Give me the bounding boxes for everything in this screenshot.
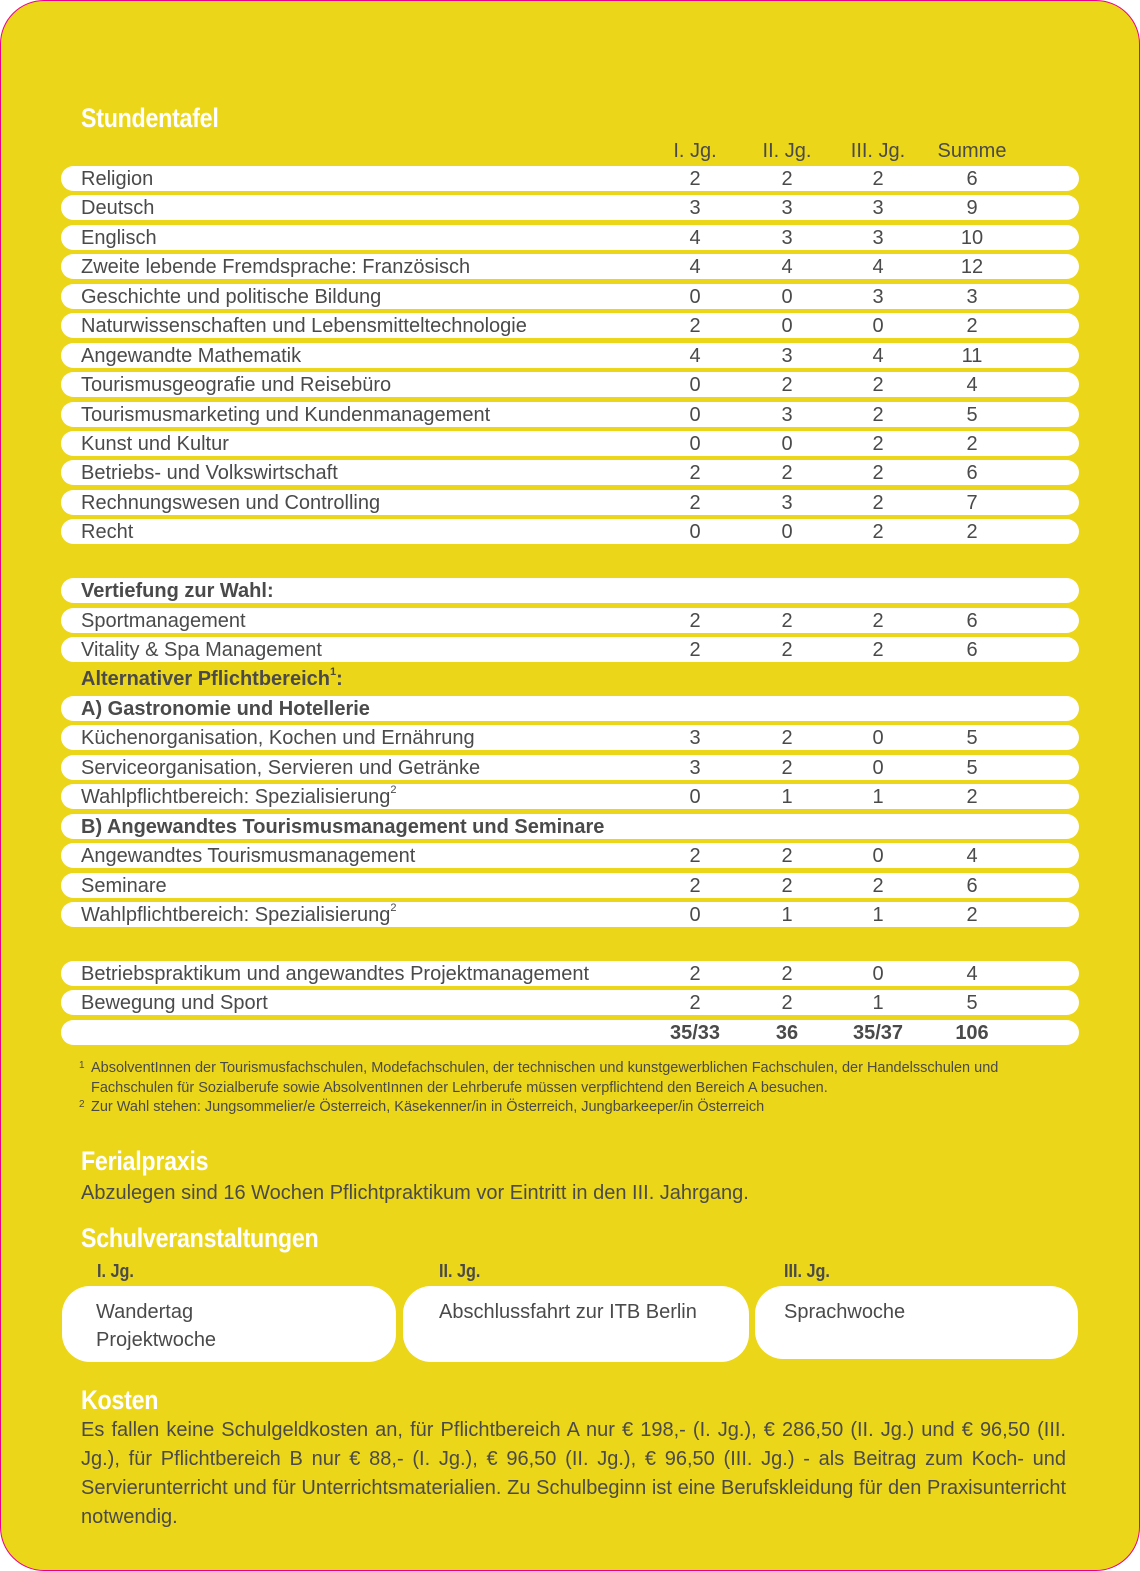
sv-year-1: I. Jg. xyxy=(97,1261,134,1281)
hours-cell: 4 xyxy=(689,344,701,367)
table-row xyxy=(61,166,1079,191)
sum-cell: 5 xyxy=(966,727,978,750)
subject-label xyxy=(81,698,370,721)
table-row xyxy=(61,372,1079,397)
hours-cell: 2 xyxy=(689,491,701,514)
subject-text: Seminare xyxy=(81,874,167,897)
subject-text: Sportmanagement xyxy=(81,609,246,632)
table-spacer xyxy=(61,931,1079,960)
schulveranstaltungen-heading: Schulveranstaltungen xyxy=(81,1223,319,1253)
hours-cell: 3 xyxy=(689,727,701,750)
hours-cell: 0 xyxy=(872,315,884,338)
hours-cell: 2 xyxy=(872,639,884,661)
table-row xyxy=(61,225,1079,250)
sum-cell: 5 xyxy=(966,756,978,779)
subject-label xyxy=(81,757,480,780)
table-row xyxy=(61,696,1079,721)
subject-label xyxy=(81,786,397,809)
hours-cell: 0 xyxy=(689,403,701,426)
sv-year-2: II. Jg. xyxy=(439,1261,481,1281)
table-row xyxy=(61,460,1079,485)
ferialpraxis-text: Abzulegen sind 16 Wochen Pflichtpraktikum vor Eintritt in den III. Jahrgang. xyxy=(81,1182,749,1204)
hours-cell: 2 xyxy=(689,462,701,485)
stundentafel-table xyxy=(61,166,1079,1049)
subject-text: Geschichte und politische Bildung xyxy=(81,285,382,308)
subject-label xyxy=(81,610,246,633)
subject-text: Tourismusgeografie und Reisebüro xyxy=(81,374,392,397)
subject-text: Angewandte Mathematik xyxy=(81,344,302,367)
table-row xyxy=(61,490,1079,515)
sum-cell: 3 xyxy=(966,285,978,308)
hours-cell: 2 xyxy=(689,845,701,868)
hours-cell: 0 xyxy=(689,903,701,926)
sum-cell: 4 xyxy=(966,845,978,868)
hours-cell: 3 xyxy=(689,197,701,220)
sum-cell: 2 xyxy=(966,432,978,455)
hours-cell: 3 xyxy=(781,344,793,367)
sum-cell: 4 xyxy=(966,374,978,397)
hours-cell: 2 xyxy=(781,374,793,397)
sum-cell: 2 xyxy=(966,903,978,926)
sv-item: Sprachwoche xyxy=(784,1301,906,1323)
hours-cell: 2 xyxy=(872,168,884,190)
hours-cell: 0 xyxy=(689,521,701,544)
sum-cell: 7 xyxy=(966,491,978,514)
subject-text: Religion xyxy=(81,168,154,190)
table-row xyxy=(61,784,1079,809)
sv-item: Wandertag xyxy=(96,1301,194,1323)
table-row xyxy=(61,725,1079,750)
subject-text: Englisch xyxy=(81,226,157,249)
hours-cell: 4 xyxy=(872,344,884,367)
subject-label xyxy=(81,992,268,1015)
sum-cell: 11 xyxy=(961,344,983,367)
hours-cell: 4 xyxy=(689,256,701,279)
table-row xyxy=(61,195,1079,220)
col-header-3: III. Jg. xyxy=(850,140,906,162)
table-row xyxy=(61,961,1079,986)
hours-cell: 0 xyxy=(689,786,701,809)
hours-cell: 4 xyxy=(689,226,701,249)
sv-item: Abschlussfahrt zur ITB Berlin xyxy=(439,1301,697,1323)
hours-cell: 2 xyxy=(872,462,884,485)
sum-cell: 9 xyxy=(966,197,978,220)
hours-cell: 1 xyxy=(872,786,884,809)
subject-text: Kunst und Kultur xyxy=(81,432,229,455)
table-row xyxy=(61,254,1079,279)
sum-cell: 6 xyxy=(966,639,978,661)
subject-text: B) Angewandtes Tourismusmanagement und Seminare xyxy=(81,815,605,838)
hours-cell: 2 xyxy=(872,609,884,632)
hours-cell: 2 xyxy=(781,845,793,868)
sum-cell: 2 xyxy=(966,315,978,338)
subject-text: Betriebspraktikum und angewandtes Projektmanagement xyxy=(81,962,590,985)
stundentafel-heading: Stundentafel xyxy=(81,103,219,133)
hours-cell: 0 xyxy=(781,521,793,544)
subject-text: Betriebs- und Volkswirtschaft xyxy=(81,462,338,485)
subject-label xyxy=(81,315,527,338)
hours-cell: 2 xyxy=(689,992,701,1015)
hours-cell: 0 xyxy=(781,432,793,455)
subject-text: Tourismusmarketing und Kundenmanagement xyxy=(81,403,491,426)
subject-label xyxy=(81,168,153,191)
subject-label xyxy=(81,404,490,427)
subject-label xyxy=(81,580,274,603)
hours-cell: 3 xyxy=(781,491,793,514)
subject-label xyxy=(81,668,343,691)
sum-cell: 12 xyxy=(960,256,984,279)
label-suffix: : xyxy=(336,668,343,691)
sv-box-3 xyxy=(755,1286,1078,1359)
hours-cell: 2 xyxy=(689,315,701,338)
footnote-2 xyxy=(79,1098,1079,1118)
col-header-2: II. Jg. xyxy=(762,140,812,162)
sv-box-1 xyxy=(62,1286,396,1362)
subject-text: Naturwissenschaften und Lebensmitteltechnologie xyxy=(81,315,527,338)
subject-label xyxy=(81,875,167,898)
hours-cell: 2 xyxy=(781,609,793,632)
subject-label xyxy=(81,901,397,927)
hours-cell: 2 xyxy=(689,874,701,897)
table-row xyxy=(61,637,1079,662)
hours-cell: 2 xyxy=(872,491,884,514)
ferialpraxis-heading: Ferialpraxis xyxy=(81,1146,209,1176)
hours-cell: 2 xyxy=(872,521,884,544)
table-row xyxy=(61,313,1079,338)
subject-label xyxy=(81,845,415,868)
hours-cell: 2 xyxy=(781,756,793,779)
hours-cell: 0 xyxy=(872,756,884,779)
sum-cell: 10 xyxy=(960,226,984,249)
col-header-summe: Summe xyxy=(937,140,1007,162)
sv-box-2 xyxy=(403,1286,749,1362)
hours-cell: 2 xyxy=(781,462,793,485)
subject-label xyxy=(81,727,475,750)
table-row xyxy=(61,814,1079,839)
hours-cell: 2 xyxy=(872,874,884,897)
subject-text: Angewandtes Tourismusmanagement xyxy=(81,845,416,868)
hours-cell: 0 xyxy=(781,285,793,308)
hours-cell: 3 xyxy=(872,285,884,308)
subject-text: Alternativer Pflichtbereich xyxy=(81,668,330,691)
hours-cell: 2 xyxy=(781,874,793,897)
subject-text: Serviceorganisation, Servieren und Getränke xyxy=(81,756,481,779)
footnote-text: AbsolventInnen der Tourismusfachschulen, Modefachschulen, der technischen und kunstgewerblichen Fachschulen, der Handelsschulen und Fachschulen für Sozialberufe sowie AbsolventInnen der Lehrberufe müssen verpflichtend den Bereich A besuchen. xyxy=(91,1060,999,1096)
hours-cell: 35/33 xyxy=(669,1021,721,1044)
footnote-ref: 2 xyxy=(390,784,397,797)
table-row xyxy=(61,1020,1079,1045)
hours-cell: 36 xyxy=(775,1021,799,1044)
subject-label xyxy=(81,462,338,485)
hours-cell: 1 xyxy=(872,903,884,926)
hours-cell: 4 xyxy=(781,256,793,279)
subject-label xyxy=(81,345,301,368)
table-row xyxy=(61,873,1079,898)
hours-cell: 1 xyxy=(872,992,884,1015)
sum-cell: 5 xyxy=(966,992,978,1015)
hours-cell: 0 xyxy=(689,432,701,455)
hours-cell: 3 xyxy=(872,197,884,220)
subject-text: Wahlpflichtbereich: Spezialisierung xyxy=(81,903,391,926)
footnotes xyxy=(79,1059,1079,1118)
kosten-text: Es fallen keine Schulgeldkosten an, für Pflichtbereich A nur € 198,- (I. Jg.), € 286,50 (II. Jg.) und € 96,50 (III. Jg.), für Pflichtbereich B nur € 88,- (I. Jg.), € 96,50 (II. Jg.), € 96,50 (III. Jg.) - als Beitrag zum Koch- und Servierunterricht und für Unterrichtsmaterialien. Zu Schulbeginn ist eine Berufskleidung für den Praxisunterricht notwendig. xyxy=(81,1419,1066,1528)
hours-cell: 2 xyxy=(872,432,884,455)
sum-cell: 6 xyxy=(966,874,978,897)
subject-text: Rechnungswesen und Controlling xyxy=(81,491,381,514)
subject-label xyxy=(81,521,133,544)
kosten-heading: Kosten xyxy=(81,1385,159,1415)
subject-label xyxy=(81,227,157,250)
table-row xyxy=(61,578,1079,603)
sum-cell: 106 xyxy=(955,1021,989,1044)
table-row xyxy=(61,843,1079,868)
hours-cell: 3 xyxy=(781,197,793,220)
hours-cell: 0 xyxy=(689,374,701,397)
subject-text: Vitality & Spa Management xyxy=(81,639,322,661)
footnote-mark: 1 xyxy=(79,1060,85,1071)
subject-label xyxy=(81,286,381,309)
subject-text: Zweite lebende Fremdsprache: Französisch xyxy=(81,256,471,279)
footnote-ref: 2 xyxy=(390,901,397,914)
hours-cell: 1 xyxy=(781,786,793,809)
table-row xyxy=(61,431,1079,456)
table-row xyxy=(61,284,1079,309)
hours-cell: 2 xyxy=(689,962,701,985)
hours-cell: 0 xyxy=(872,727,884,750)
hours-cell: 2 xyxy=(689,639,701,661)
sum-cell: 6 xyxy=(966,168,978,190)
hours-cell: 2 xyxy=(781,168,793,190)
hours-cell: 3 xyxy=(781,403,793,426)
hours-cell: 3 xyxy=(781,226,793,249)
sv-item: Projektwoche xyxy=(96,1329,217,1351)
footnote-mark: 2 xyxy=(79,1099,85,1110)
subject-label xyxy=(81,816,604,839)
hours-cell: 0 xyxy=(872,845,884,868)
hours-cell: 2 xyxy=(781,992,793,1015)
hours-cell: 0 xyxy=(872,962,884,985)
sv-year-3: III. Jg. xyxy=(784,1261,830,1281)
subject-text: Recht xyxy=(81,521,134,544)
hours-cell: 0 xyxy=(781,315,793,338)
table-row xyxy=(61,666,1079,691)
hours-cell: 2 xyxy=(872,403,884,426)
subject-label xyxy=(81,374,391,397)
footnote-text: Zur Wahl stehen: Jungsommelier/e Österreich, Käsekenner/in in Österreich, Jungbarkeeper/in Österreich xyxy=(91,1099,765,1115)
subject-text: Küchenorganisation, Kochen und Ernährung xyxy=(81,727,475,750)
sum-cell: 6 xyxy=(966,462,978,485)
hours-cell: 2 xyxy=(872,374,884,397)
subject-label xyxy=(81,492,380,515)
subject-label xyxy=(81,197,154,220)
hours-cell: 2 xyxy=(781,639,793,661)
table-row xyxy=(61,608,1079,633)
col-header-1: I. Jg. xyxy=(673,140,717,162)
table-row xyxy=(61,519,1079,544)
sum-cell: 4 xyxy=(966,962,978,985)
subject-label xyxy=(81,639,322,662)
table-row xyxy=(61,990,1079,1015)
hours-cell: 3 xyxy=(689,756,701,779)
subject-label xyxy=(81,433,229,456)
hours-cell: 0 xyxy=(689,285,701,308)
subject-text: Wahlpflichtbereich: Spezialisierung xyxy=(81,786,391,809)
table-row xyxy=(61,755,1079,780)
subject-text: Bewegung und Sport xyxy=(81,992,268,1015)
hours-cell: 3 xyxy=(872,226,884,249)
sum-cell: 5 xyxy=(966,403,978,426)
sum-cell: 2 xyxy=(966,786,978,809)
subject-label xyxy=(81,256,470,279)
hours-cell: 2 xyxy=(781,962,793,985)
sum-cell: 6 xyxy=(966,609,978,632)
subject-label xyxy=(81,963,589,986)
subject-text: Deutsch xyxy=(81,197,155,220)
hours-cell: 4 xyxy=(872,256,884,279)
hours-cell: 2 xyxy=(781,727,793,750)
hours-cell: 1 xyxy=(781,903,793,926)
footnote-ref: 1 xyxy=(329,666,337,679)
sum-cell: 2 xyxy=(966,521,978,544)
subject-text: A) Gastronomie und Hotellerie xyxy=(81,697,370,720)
table-row xyxy=(61,343,1079,368)
column-headers xyxy=(1,140,1139,164)
subject-text: Vertiefung zur Wahl: xyxy=(81,580,274,603)
table-row xyxy=(61,402,1079,427)
table-spacer xyxy=(61,549,1079,578)
hours-cell: 2 xyxy=(689,609,701,632)
table-row xyxy=(61,902,1079,927)
footnote-1 xyxy=(79,1059,1079,1098)
hours-cell: 35/37 xyxy=(852,1021,904,1044)
hours-cell: 2 xyxy=(689,168,701,190)
